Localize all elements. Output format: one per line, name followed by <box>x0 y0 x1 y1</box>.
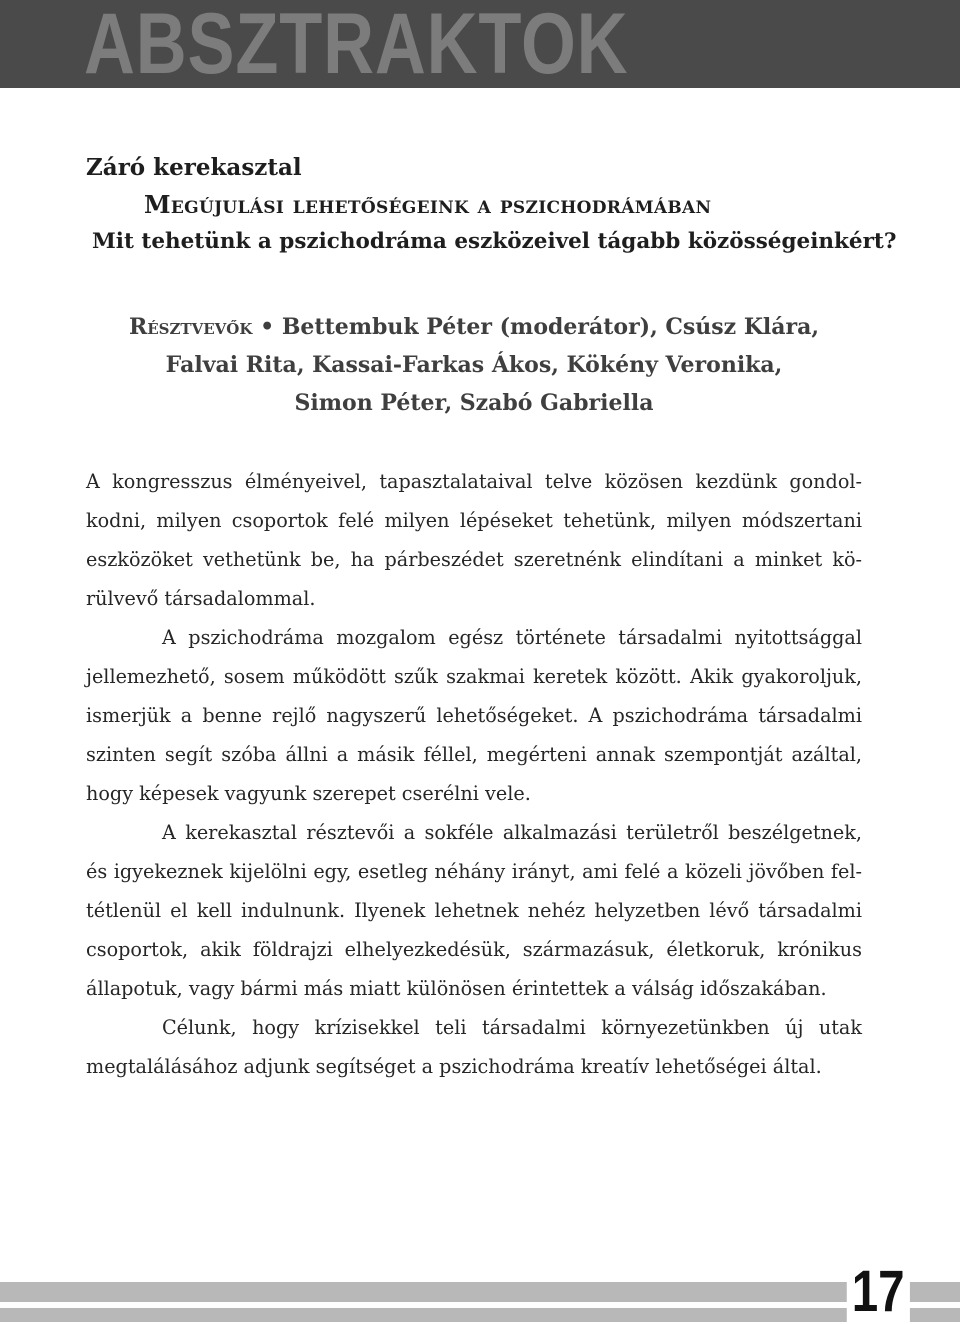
session-subtitle: Mit tehetünk a pszichodráma eszközeivel tágabb közösségeinkért? <box>92 229 897 254</box>
section-header-title: ABSZTRAKTOK <box>84 0 629 88</box>
header-band <box>0 0 960 88</box>
participants-separator: • <box>252 314 282 340</box>
participants-line-2: Falvai Rita, Kassai-Farkas Ákos, Kökény Veronika, <box>165 352 783 378</box>
session-type: Záró kerekasztal <box>86 154 302 181</box>
participants-line-3: Simon Péter, Szabó Gabriella <box>294 390 654 416</box>
participants-block <box>86 308 862 422</box>
footer-bar-lower <box>0 1308 960 1322</box>
page-number: 17 <box>847 1262 910 1322</box>
participants-names-1: Bettembuk Péter (moderátor), Csúsz Klára, <box>281 314 820 340</box>
paragraph-3: A kerekasztal résztevői a sokféle alkalmazási területről beszélgetnek, és igyekeznek kijelölni egy, esetleg néhány irányt, ami felé a közeli jövőben feltétlenül el kell indulnunk. Ilyenek lehetnek nehéz helyzetben lévő társadalmi csoportok, akik földrajzi elhelyezkedésük, származásuk, életkoruk, krónikus állapotuk, vagy bármi más miatt különösen érintettek a válság időszakában. <box>86 821 862 1000</box>
session-title: Megújulási lehetőségeink a pszichodrámában <box>144 190 712 219</box>
abstract-body <box>86 462 862 1086</box>
session-heading <box>86 150 897 260</box>
paragraph-4: Célunk, hogy krízisekkel teli társadalmi környezetünkben új utak megtalálásához adjunk segítséget a pszichodráma kreatív lehetőségei által. <box>86 1016 862 1078</box>
paragraph-1: A kongresszus élményeivel, tapasztalataival telve közösen kezdünk gondolkodni, milyen csoportok felé milyen lépéseket tehetünk, milyen módszertani eszközöket vethetünk be, ha párbeszédet szeretnénk elindítani a minket körülvevő társadalommal. <box>86 470 862 610</box>
participants-line-1 <box>86 308 862 346</box>
footer-bar-upper <box>0 1282 960 1302</box>
paragraph-2: A pszichodráma mozgalom egész története társadalmi nyitottsággal jellemezhető, sosem működött szűk szakmai keretek között. Akik gyakoroljuk, ismerjük a benne rejlő nagyszerű lehetőségeket. A pszichodráma társadalmi szinten segít szóba állni a másik féllel, megérteni annak szempontját azáltal, hogy képesek vagyunk szerepet cserélni vele. <box>86 626 862 805</box>
participants-label: Résztvevők <box>128 314 253 340</box>
